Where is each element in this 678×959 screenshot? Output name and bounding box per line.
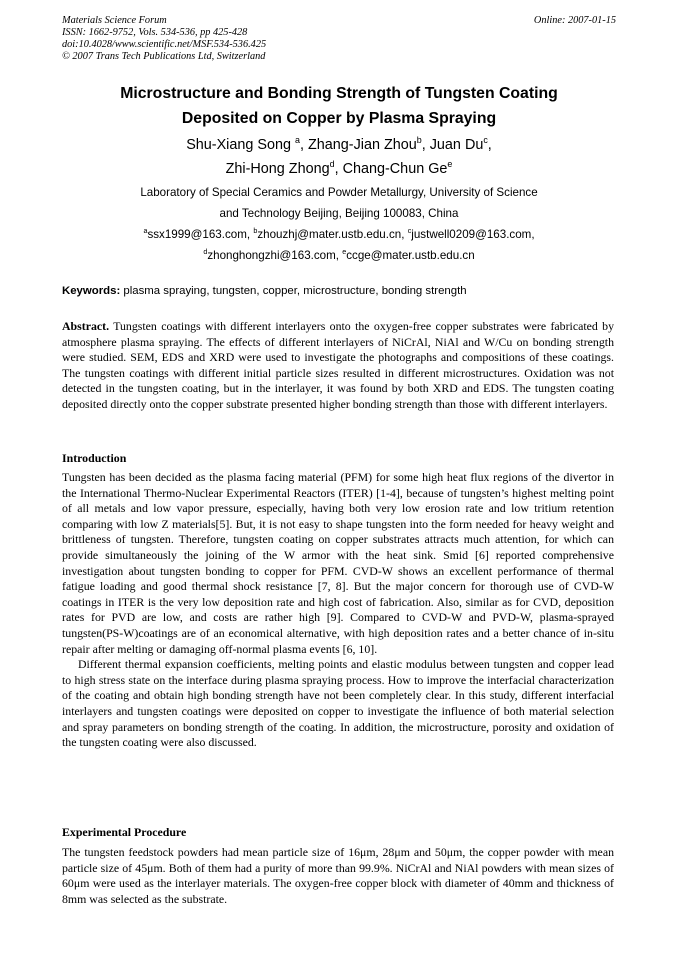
author-separator: , [334, 161, 343, 177]
introduction-section [62, 470, 614, 751]
email-line-1 [40, 224, 638, 245]
experimental-section [62, 845, 614, 907]
author-mark: e [447, 159, 453, 170]
online-date: Online: 2007-01-15 [533, 15, 616, 26]
author-separator: , [299, 137, 308, 153]
affiliation-line-2: and Technology Beijing, Beijing 100083, China [219, 207, 459, 220]
author-line-2 [40, 157, 638, 181]
experimental-heading: Experimental Procedure [62, 825, 187, 839]
journal-name: Materials Science Forum [62, 15, 167, 26]
email-line-2 [40, 245, 638, 266]
author-mark: a [295, 135, 300, 146]
author-name: Shu-Xiang Song [186, 137, 291, 153]
title-line-1: Microstructure and Bonding Strength of Tungsten Coating [120, 85, 558, 102]
abstract-text: Tungsten coatings with different interlayers onto the oxygen-free copper substrates were fabricated by atmosphere plasma spraying. The effects of different interlayers of NiCrAl, NiAl and W/Cu on bonding strength were studied. SEM, EDS and XRD were used to investigate the photographs and compositions of these coatings. The tungsten coatings with different initial particle sizes resulted in different microstructures. Oxidation was not detected in the tungsten coating, but in the interlayer, it was found by both XRD and EDS. The tungsten coating deposited directly onto the copper substrate presented higher bonding strength than those with different interlayers. [62, 319, 614, 411]
author-separator: , [421, 137, 430, 153]
abstract-label: Abstract. [62, 319, 110, 333]
email-mark: c [407, 226, 412, 236]
keywords-line [62, 283, 622, 299]
keywords-text: plasma spraying, tungsten, copper, microstructure, bonding strength [123, 285, 467, 297]
abstract-paragraph [62, 319, 614, 413]
copyright-line: © 2007 Trans Tech Publications Ltd, Switzerland [62, 51, 266, 62]
introduction-paragraph-2: Different thermal expansion coefficients, melting points and elastic modulus between tungsten and copper lead to high stress state on the interface during plasma spraying process. How to improve the interfacial characterization of the coating and obtain high bonding strength have not been completely clear. In this study, different interfacial interlayers and tungsten coatings were deposited on copper to investigate the influence of both material selection and spray parameters on bonding strength of the coating. In addition, the microstructure, porosity and oxidation of the tungsten coating were also discussed. [62, 657, 614, 750]
email-address[interactable]: justwell0209@163.com, [411, 228, 535, 241]
abstract-section [62, 319, 614, 413]
author-name: Zhi-Hong Zhong [225, 161, 330, 177]
issn-line: ISSN: 1662-9752, Vols. 534-536, pp 425-428 [62, 27, 248, 38]
author-separator: , [487, 137, 492, 153]
author-name: Zhang-Jian Zhou [307, 137, 417, 153]
journal-header [62, 15, 266, 63]
author-list [40, 133, 638, 181]
email-mark: b [253, 226, 258, 236]
email-address[interactable]: zhonghongzhi@163.com, [207, 249, 339, 262]
author-mark: b [416, 135, 422, 146]
title-line-2: Deposited on Copper by Plasma Spraying [181, 110, 497, 127]
paper-title [40, 81, 638, 131]
author-name: Juan Du [429, 137, 484, 153]
author-name: Chang-Chun Ge [342, 161, 448, 177]
email-address[interactable]: ssx1999@163.com, [147, 228, 251, 241]
email-mark: a [143, 226, 148, 236]
email-mark: e [342, 247, 347, 257]
affiliation-line-1: Laboratory of Special Ceramics and Powder Metallurgy, University of Science [140, 186, 538, 199]
author-mark: c [483, 135, 488, 146]
affiliation-block [40, 182, 638, 266]
email-address[interactable]: ccge@mater.ustb.edu.cn [346, 249, 475, 262]
author-mark: d [329, 159, 335, 170]
email-address[interactable]: zhouzhj@mater.ustb.edu.cn, [257, 228, 405, 241]
author-line-1 [40, 133, 638, 157]
experimental-paragraph: The tungsten feedstock powders had mean particle size of 16μm, 28μm and 50μm, the copper powder with mean particle size of 45μm. Both of them had a purity of more than 99.9%. NiCrAl and NiAl powders with mean sizes of 60μm were used as the interlayer materials. The oxygen-free copper block with diameter of 40mm and thickness of 8mm was selected as the substrate. [62, 845, 614, 906]
introduction-heading: Introduction [62, 451, 127, 465]
email-mark: d [203, 247, 208, 257]
introduction-paragraph-1: Tungsten has been decided as the plasma facing material (PFM) for some high heat flux regions of the divertor in the International Thermo-Nuclear Experimental Reactors (ITER) [1-4], because of tungsten’s highest melting point of all metals and low vapor pressure, especially, having both very low erosion rate and low tritium retention comparing with low Z materials[5]. But, it is not easy to shape tungsten into the form needed for heavy weight and brittleness of tungsten. Therefore, tungsten coating on copper substrates attracts much attention, for which can provide simultaneously the joining of the W armor with the heat sink. Smid [6] reported comprehensive investigation about tungsten bonding to copper for PFM. CVD-W shows an excellent performance of thermal fatigue loading and good thermal shock resistance [7, 8]. But the major concern for thorough use of CVD-W coatings in ITER is the very low deposition rate and high cost of fabrication. Also, similar as for CVD, deposition rates for PVD are low, and costs are rather high [9]. Compared to CVD-W and PVD-W, plasma-sprayed tungsten(PS-W)coatings are of an economical alternative, with high deposition rates and a better chance of in-situ repair after melting or damaging off-normal plasma events [6, 10]. [62, 470, 614, 656]
doi-line: doi:10.4028/www.scientific.net/MSF.534-536.425 [62, 39, 267, 50]
keywords-label: Keywords: [62, 285, 121, 297]
